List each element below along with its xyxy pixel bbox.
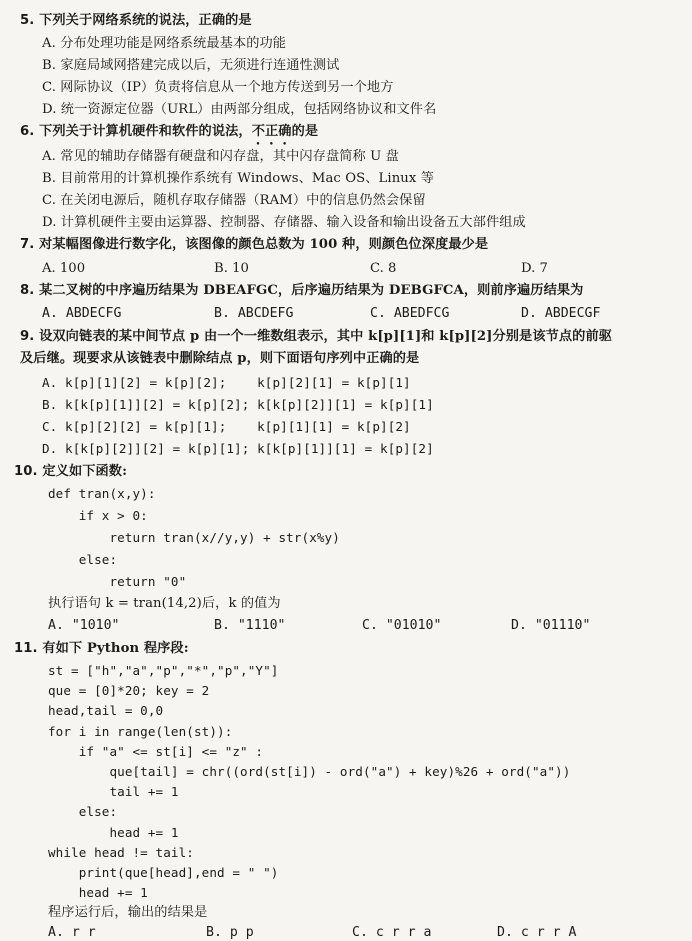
question-9-stem bbox=[20, 329, 612, 345]
q9-option-c: C. k[p][2][2] = k[p][1]; k[p][1][1] = k[p][2] bbox=[42, 419, 411, 434]
q11-option-a: A. r r bbox=[48, 925, 96, 941]
q11-code-line: que = [0]*20; key = 2 bbox=[48, 683, 210, 699]
q11-option-d: D. c r r A bbox=[497, 925, 577, 941]
question-text: 设双向链表的某中间节点 p 由一个一维数组表示，其中 k[p][1]和 k[p][2]分别是该节点的前驱 bbox=[39, 329, 613, 344]
q9-option-a: A. k[p][1][2] = k[p][2]; k[p][2][1] = k[p][1] bbox=[42, 375, 411, 390]
question-9-stem-continued: 及后继。现要求从该链表中删除结点 p，则下面语句序列中正确的是 bbox=[20, 351, 420, 366]
q6-option-b: B. 目前常用的计算机操作系统有 Windows、Mac OS、Linux 等 bbox=[42, 171, 435, 186]
q11-code-line: head,tail = 0,0 bbox=[48, 703, 164, 719]
q8-option-d: D. ABDECGF bbox=[521, 306, 601, 321]
question-number: 9. bbox=[20, 329, 35, 344]
q11-code-line: print(que[head],end = " ") bbox=[48, 865, 279, 880]
q5-option-b: B. 家庭局域网搭建完成以后，无须进行连通性测试 bbox=[42, 58, 340, 73]
question-6-stem bbox=[20, 124, 318, 148]
question-text: 定义如下函数: bbox=[42, 464, 128, 479]
question-text: 下列关于网络系统的说法，正确的是 bbox=[39, 13, 252, 28]
q10-option-c: C. "01010" bbox=[362, 618, 442, 633]
question-text: 某二叉树的中序遍历结果为 DBEAFGC，后序遍历结果为 DEBGFCA，则前序遍历结果为 bbox=[39, 283, 584, 298]
question-10-stem bbox=[14, 464, 127, 480]
q10-code-line: else: bbox=[48, 552, 118, 567]
question-number: 10. bbox=[14, 464, 38, 479]
q10-code-line: return tran(x//y,y) + str(x%y) bbox=[48, 530, 340, 545]
question-text: 下列关于计算机硬件和软件的说法， bbox=[39, 124, 252, 139]
q8-option-b: B. ABCDEFG bbox=[214, 306, 294, 321]
q9-option-b: B. k[k[p][1]][2] = k[p][2]; k[k[p][2]][1] = k[p][1] bbox=[42, 397, 434, 412]
q8-option-a: A. ABDECFG bbox=[42, 306, 122, 321]
q11-result-line: 程序运行后，输出的结果是 bbox=[48, 905, 208, 921]
q7-option-c: C. 8 bbox=[370, 261, 397, 276]
emphasis-text: 不正确 bbox=[251, 124, 292, 139]
q11-code-line: head += 1 bbox=[48, 885, 148, 901]
q6-option-d: D. 计算机硬件主要由运算器、控制器、存储器、输入设备和输出设备五大部件组成 bbox=[42, 215, 526, 230]
q11-option-b: B. p p bbox=[206, 925, 254, 941]
q6-option-a: A. 常见的辅助存储器有硬盘和闪存盘，其中闪存盘简称 U 盘 bbox=[42, 149, 399, 164]
question-number: 11. bbox=[14, 641, 38, 656]
q10-code-line: if x > 0: bbox=[48, 508, 148, 523]
q7-option-a: A. 100 bbox=[42, 261, 86, 276]
q10-option-b: B. "1110" bbox=[214, 618, 286, 633]
q6-option-c: C. 在关闭电源后，随机存取存储器（RAM）中的信息仍然会保留 bbox=[42, 193, 426, 208]
q9-option-d: D. k[k[p][2]][2] = k[p][1]; k[k[p][1]][1] = k[p][2] bbox=[42, 441, 434, 456]
question-number: 5. bbox=[20, 13, 35, 28]
q11-code-line: else: bbox=[48, 804, 118, 820]
q10-option-a: A. "1010" bbox=[48, 618, 120, 633]
question-7-stem bbox=[20, 237, 488, 253]
q5-option-c: C. 网际协议（IP）负责将信息从一个地方传送到另一个地方 bbox=[42, 80, 394, 95]
q10-option-d: D. "01110" bbox=[511, 618, 591, 633]
question-8-stem bbox=[20, 283, 583, 299]
question-number: 6. bbox=[20, 124, 35, 139]
q11-code-line: head += 1 bbox=[48, 824, 179, 840]
question-text: 对某幅图像进行数字化，该图像的颜色总数为 100 种，则颜色位深度最少是 bbox=[39, 237, 489, 252]
question-number: 8. bbox=[20, 283, 35, 298]
q11-option-c: C. c r r a bbox=[352, 925, 432, 941]
q10-exec-line: 执行语句 k = tran(14,2)后，k 的值为 bbox=[48, 596, 281, 611]
q11-code-line: while head != tail: bbox=[48, 844, 194, 860]
q7-option-b: B. 10 bbox=[214, 261, 249, 276]
question-text: 有如下 Python 程序段: bbox=[42, 641, 189, 656]
q10-code-line: return "0" bbox=[48, 574, 187, 589]
q11-code-line: que[tail] = chr((ord(st[i]) - ord("a") + key)%26 + ord("a")) bbox=[48, 764, 571, 779]
q11-code-line: for i in range(len(st)): bbox=[48, 723, 233, 739]
question-number: 7. bbox=[20, 237, 35, 252]
q8-option-c: C. ABEDFCG bbox=[370, 306, 450, 321]
q5-option-d: D. 统一资源定位器（URL）由两部分组成，包括网络协议和文件名 bbox=[42, 102, 437, 117]
question-5-stem bbox=[20, 13, 252, 29]
q10-code-line: def tran(x,y): bbox=[48, 486, 156, 501]
q11-code-line: if "a" <= st[i] <= "z" : bbox=[48, 743, 264, 759]
question-11-stem bbox=[14, 641, 189, 657]
q5-option-a: A. 分布处理功能是网络系统最基本的功能 bbox=[42, 36, 287, 51]
q11-code-line: st = ["h","a","p","*","p","Y"] bbox=[48, 663, 279, 678]
q7-option-d: D. 7 bbox=[521, 261, 548, 276]
question-text-end: 的是 bbox=[291, 124, 319, 139]
q11-code-line: tail += 1 bbox=[48, 784, 179, 800]
